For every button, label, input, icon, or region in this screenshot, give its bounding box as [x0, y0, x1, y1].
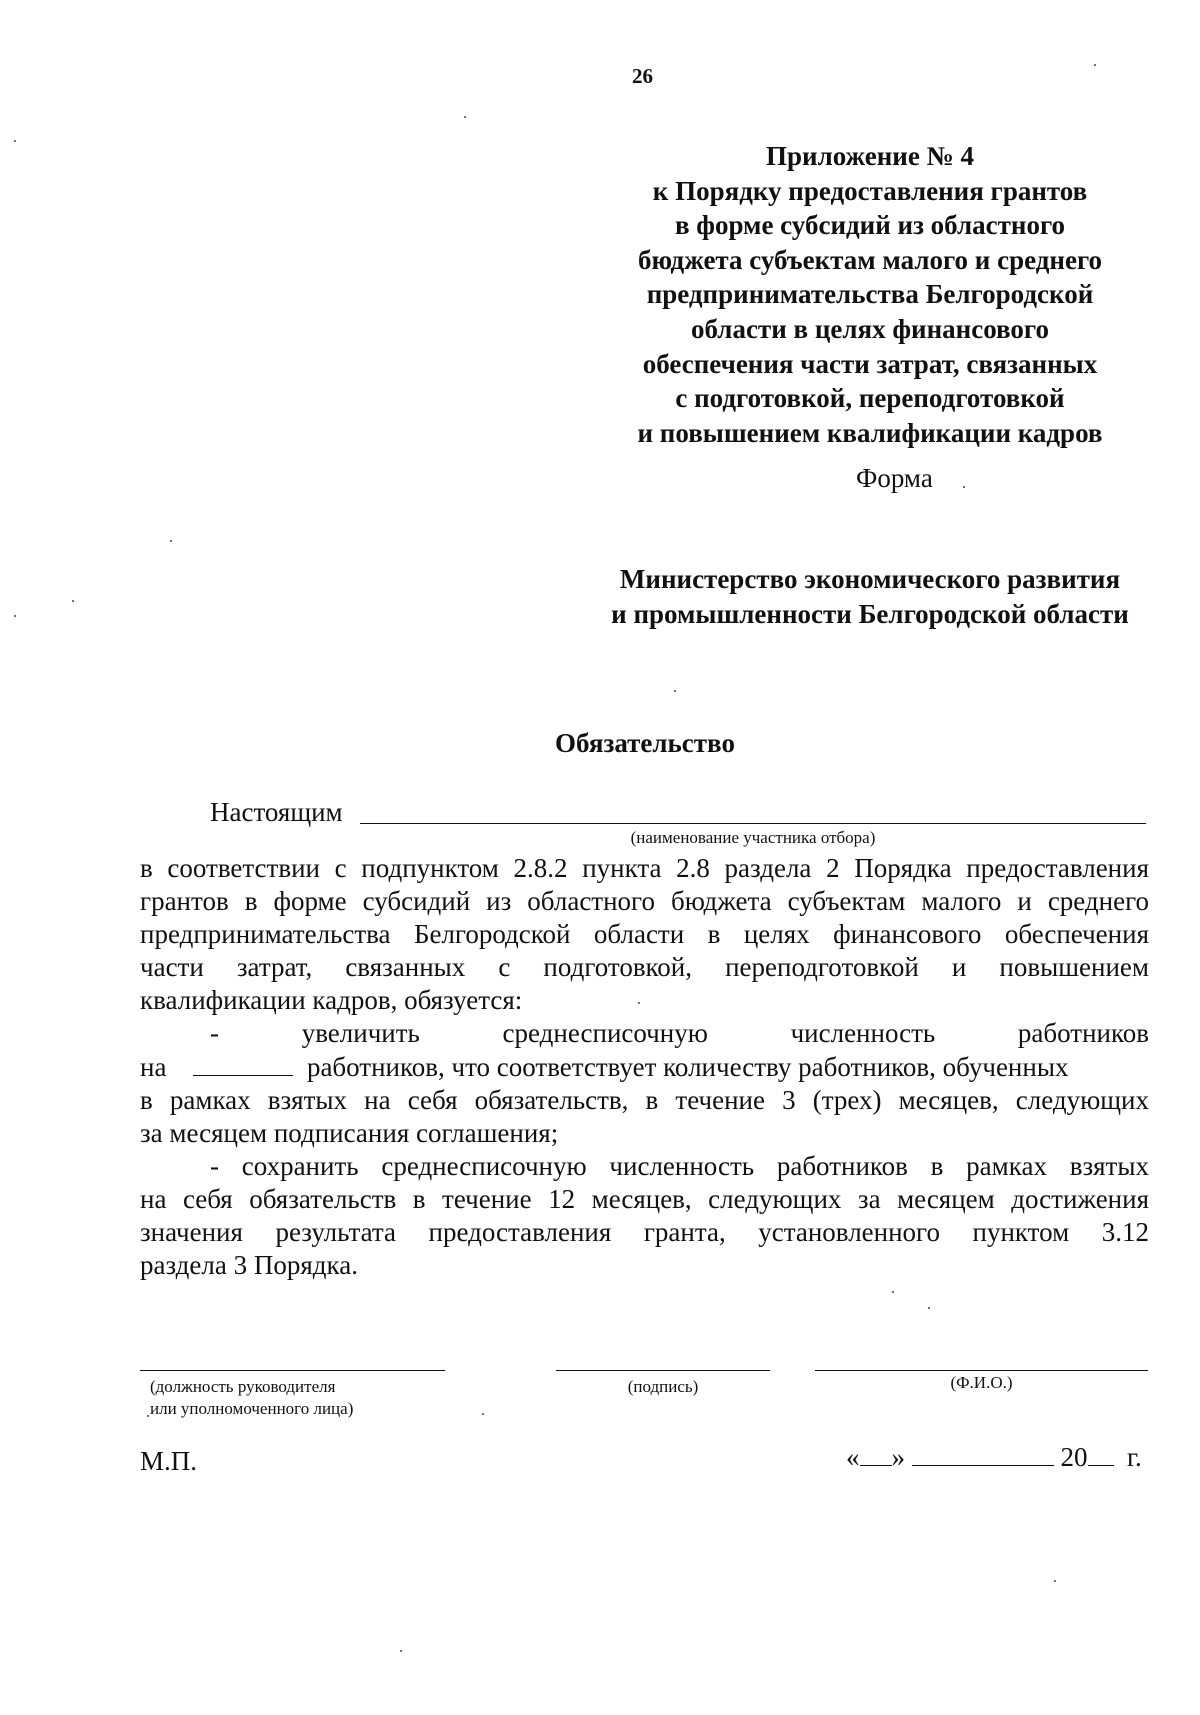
body-line: значения результата предоставления гранта, установленного пунктом 3.12 [140, 1217, 1149, 1248]
scan-speck [638, 1002, 640, 1004]
year-suffix: г. [1127, 1442, 1142, 1472]
body-fragment: на [140, 1051, 167, 1082]
appendix-header [600, 139, 1140, 450]
worker-count-field[interactable] [193, 1055, 293, 1076]
obligation-body [140, 852, 1149, 1282]
appendix-line: к Порядку предоставления грантов [652, 175, 1088, 206]
date-quote-open: « [846, 1442, 860, 1472]
scan-speck [14, 140, 16, 142]
body-line: части затрат, связанных с подготовкой, переподготовкой и повышением [140, 952, 1149, 983]
scan-speck [14, 615, 16, 617]
position-caption-line: (должность руководителя [150, 1377, 336, 1396]
body-line: за месяцем подписания соглашения; [140, 1117, 559, 1148]
addressee-line: и промышленности Белгородской области [611, 599, 1129, 629]
addressee-line: Министерство экономического развития [619, 564, 1121, 594]
scan-speck [464, 116, 466, 118]
body-line: предпринимательства Белгородской области в целях финансового обеспечения [140, 919, 1149, 950]
appendix-line: в форме субсидий из областного [674, 210, 1066, 241]
body-line: - сохранить среднесписочную численность работников в рамках взятых [210, 1150, 1149, 1181]
fio-field[interactable] [815, 1370, 1148, 1371]
appendix-line: предпринимательства Белгородской [646, 279, 1094, 310]
appendix-line: и повышением квалификации кадров [637, 417, 1103, 448]
scan-speck [928, 1307, 930, 1309]
scan-speck [482, 1413, 484, 1415]
signature-caption: (подпись) [627, 1377, 699, 1396]
year-prefix: 20 [1060, 1442, 1088, 1472]
fio-caption: (Ф.И.О.) [950, 1373, 1013, 1392]
body-line: раздела 3 Порядка. [140, 1250, 358, 1281]
body-fragment: работников, что соответствует количеству работников, обученных [306, 1051, 1069, 1082]
date-field [846, 1442, 1142, 1473]
signature-field[interactable] [556, 1370, 770, 1371]
document-title: Обязательство [555, 728, 735, 758]
hereby-label: Настоящим [210, 797, 343, 827]
body-line: на себя обязательств в течение 12 месяцев, следующих за месяцем достижения [140, 1183, 1149, 1214]
scan-speck [400, 1650, 402, 1652]
scan-speck [674, 690, 676, 692]
month-field[interactable] [912, 1443, 1054, 1466]
scan-speck [147, 1415, 149, 1417]
page-number: 26 [632, 64, 653, 88]
body-line: квалификации кадров, обязуется: [140, 985, 523, 1016]
date-quote-close: » [891, 1442, 905, 1472]
participant-name-field[interactable] [360, 823, 1146, 824]
body-line: в соответствии с подпунктом 2.8.2 пункта 2.8 раздела 2 Порядка предоставления [140, 853, 1149, 883]
stamp-place: М.П. [140, 1446, 198, 1476]
addressee [580, 562, 1160, 632]
position-caption [150, 1376, 415, 1420]
body-line [140, 1051, 1149, 1084]
position-field[interactable] [140, 1370, 445, 1371]
scan-speck [72, 600, 74, 602]
appendix-line: области в целях финансового [690, 313, 1050, 344]
scan-speck [963, 486, 965, 488]
appendix-line: Приложение № 4 [766, 141, 974, 171]
participant-name-caption: (наименование участника отбора) [630, 828, 876, 847]
appendix-line: бюджета субъектам малого и среднего [637, 244, 1103, 275]
body-line: - увеличить среднесписочную численность работников [210, 1018, 1149, 1049]
form-label: Форма [856, 463, 933, 493]
day-field[interactable] [860, 1443, 892, 1466]
appendix-line: обеспечения части затрат, связанных [642, 348, 1098, 379]
scan-speck [1054, 1580, 1056, 1582]
scan-speck [170, 540, 172, 542]
position-caption-line: или уполномоченного лица) [150, 1399, 354, 1418]
year-field[interactable] [1088, 1443, 1114, 1466]
body-line: в рамках взятых на себя обязательств, в течение 3 (трех) месяцев, следующих [140, 1084, 1149, 1115]
appendix-line: с подготовкой, переподготовкой [675, 383, 1065, 414]
body-line: грантов в форме субсидий из областного бюджета субъектам малого и среднего [140, 886, 1149, 917]
scan-speck [892, 1291, 894, 1293]
scan-speck [1094, 64, 1096, 66]
